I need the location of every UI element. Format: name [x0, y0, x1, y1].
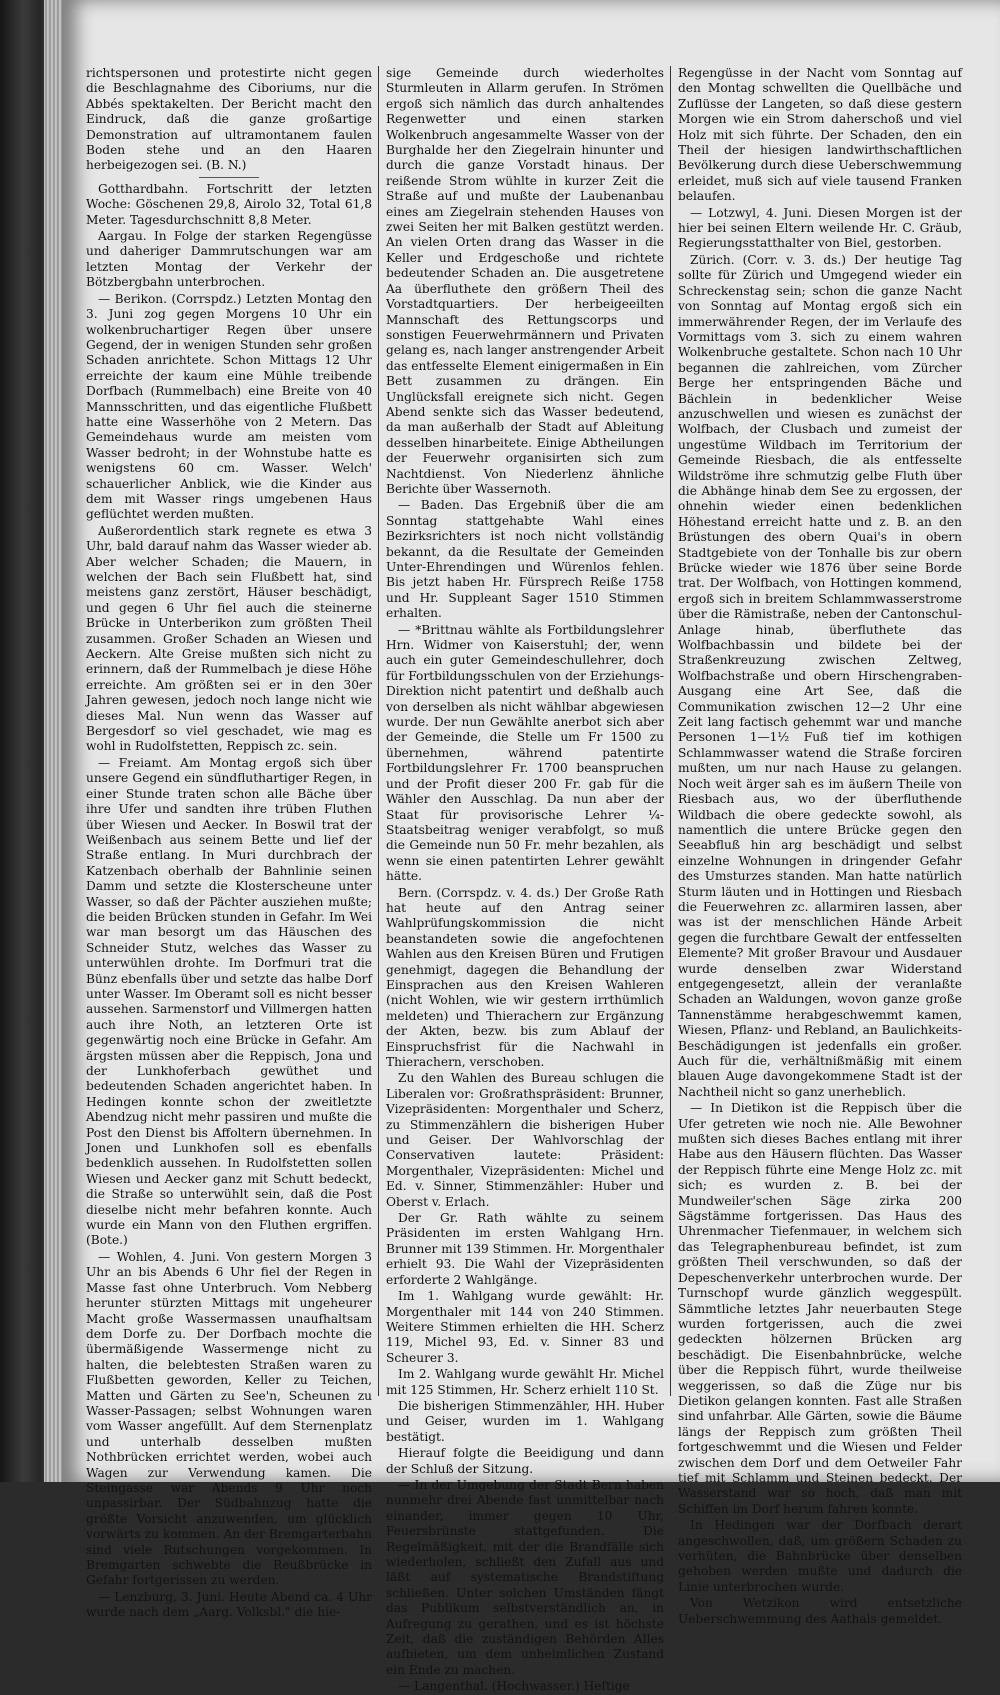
article-paragraph: Im 2. Wahlgang wurde gewählt Hr. Michel mit 125 Stimmen, Hr. Scherz erhielt 110 St. — [386, 1367, 664, 1397]
article-paragraph: — In der Umgebung der Stadt Bern haben nunmehr drei Abende fast unmittelbar nach einander, immer gegen 10 Uhr, Feuersbrünste stattgefunden. Die Regelmäßigkeit, mit der die Brandfälle sich wiederholen, schließt den Zufall aus und läßt auf systematische Brandstiftung schließen. Unter solchen Umständen fängt das Publikum selbstverständlich an, in Aufregung zu gerathen, und es ist höchste Zeit, daß die zuständigen Behörden Alles aufbieten, um dem unheimlichen Zustand ein Ende zu machen. — [386, 1477, 664, 1677]
article-paragraph: — Lenzburg, 3. Juni. Heute Abend ca. 4 Uhr wurde nach dem „Aarg. Volksbl." die hie- — [86, 1589, 372, 1620]
column-middle — [386, 66, 664, 1694]
article-paragraph: Gotthardbahn. Fortschritt der letzten Woche: Göschenen 29,8, Airolo 32, Total 61,8 Meter. Tagesdurchschnitt 8,8 Meter. — [86, 181, 372, 227]
article-paragraph: Von Wetzikon wird entsetzliche Ueberschwemmung des Aathals gemeldet. — [678, 1596, 962, 1626]
column-rule-2 — [670, 66, 671, 1396]
article-paragraph: — Berikon. (Corrspdz.) Letzten Montag den 3. Juni zog gegen Morgens 10 Uhr ein wolkenbruchartiger Regen über unsere Gegend, der in wenigen Stunden sehr großen Schaden anrichtete. Schon Mittags 12 Uhr erreichte der kaum eine Mühle treibende Dorfbach (Rummelbach) eine Breite von 40 Mannsschritten, und das eigentliche Flußbett hatte eine Wasserhöhe von 2 Metern. Das Gemeindehaus wurde am meisten vom Wasser bedroht; in der Wohnstube hatte es wenigstens 60 cm. Wasser. Welch' schauerlicher Anblick, wie die Kinder aus dem mit Wasser rings umgebenen Haus geflüchtet werden mußten. — [86, 291, 372, 522]
separator-line — [199, 177, 259, 178]
article-paragraph: Hierauf folgte die Beeidigung und dann der Schluß der Sitzung. — [386, 1446, 664, 1476]
article-paragraph: — *Brittnau wählte als Fortbildungslehrer Hrn. Widmer von Kaiserstuhl; der, wenn auch ein guter Gemeindeschullehrer, doch für Fortbildungsschulen von der Erziehungs-Direktion nicht patentirt und deßhalb auch von derselben als nicht wählbar abgewiesen wurde. Der nun Gewählte anerbot sich aber der Gemeinde, die Stelle um Fr 1500 zu übernehmen, während patentirte Fortbildungslehrer Fr. 1700 beanspruchen und der Profit dieser 200 Fr. gab für die Wähler den Ausschlag. Da nun aber der Staat für provisorische Lehrer ¼-Staatsbeitrag weniger verabfolgt, so muß die Gemeinde nun 50 Fr. mehr bezahlen, als wenn sie einen patentirten Lehrer gewählt hätte. — [386, 622, 664, 884]
article-paragraph: Regengüsse in der Nacht vom Sonntag auf den Montag schwellten die Quellbäche und Zuflüsse der Langeten, so daß diese gestern Morgen wie ein Strom daherschoß und viel Holz mit sich führte. Der Schaden, den ein Theil der hiesigen landwirthschaftlichen Bevölkerung durch diese Ueberschwemmung erleidet, muß sich auf viele tausend Franken belaufen. — [678, 66, 962, 204]
article-paragraph: — Wohlen, 4. Juni. Von gestern Morgen 3 Uhr an bis Abends 6 Uhr fiel der Regen in Masse fast ohne Unterbruch. Vom Nebberg herunter stürzten Mittags mit ungeheurer Macht große Wassermassen unaufhaltsam dem Dorfe zu. Der Dorfbach mochte die übermäßigende Wassermenge nicht zu halten, die belebtesten Straßen waren zu Flußbetten geworden, Keller zu Teichen, Matten und Gärten zu See'n, Scheunen zu Wasser-Passagen; selbst Wohnungen waren vom Wasser angefüllt. Auf dem Sternenplatz und unterhalb desselben mußten Nothbrücken errichtet werden, wobei auch Wagen zur Verwendung kamen. Die Steingasse war Abends 9 Uhr noch unpassirbar. Der Südbahnzug hatte die größte Vorsicht anzuwenden, um glücklich vorwärts zu kommen. An der Bremgarterbahn sind viele Rutschungen vorgekommen. In Bremgarten schwebte die Reußbrücke in Gefahr fortgerissen zu werden. — [86, 1249, 372, 1588]
article-paragraph: Aargau. In Folge der starken Regengüsse und daheriger Dammrutschungen war am letzten Montag der Verkehr der Bötzbergbahn unterbrochen. — [86, 229, 372, 290]
article-paragraph: sige Gemeinde durch wiederholtes Sturmleuten in Allarm gerufen. In Strömen ergoß sich nämlich das durch anhaltendes Regenwetter und einen starken Wolkenbruch angesammelte Wasser von der Burghalde her den Ziegelrain hinunter und durch die ganze Vorstadt hinaus. Der reißende Strom wühlte in kurzer Zeit die Straße auf und mußte der Laubenanbau eines am Ziegelrain stehenden Hauses von zwei Seiten her mit Balken gestützt werden. An vielen Orten drang das Wasser in die Keller und Erdgeschoße und richtete bedeutender Schaden an. Die ausgetretene Aa überfluthete den größern Theil des Vorstadtquartiers. Der herbeigeeilten Mannschaft des Rettungscorps und sonstigen Feuerwehrmännern und Privaten gelang es, nach langer anstrengender Arbeit das entfesselte Element einigermaßen in Ein Bett zusammen zu drängen. Ein Unglücksfall ereignete sich nicht. Gegen Abend senkte sich das Wasser bedeutend, da man außerhalb der Stadt auf Ableitung desselben hinarbeitete. Einige Abtheilungen der Feuerwehr organisirten sich zum Nachtdienst. Von Niederlenz ähnliche Berichte über Wassernoth. — [386, 66, 664, 496]
article-paragraph: Außerordentlich stark regnete es etwa 3 Uhr, bald darauf nahm das Wasser wieder ab. Aber welcher Schaden; die Mauern, in welchen der Bach sein Flußbett hat, sind meistens ganz zerstört, Häuser beschädigt, und gegen 6 Uhr fiel auch die steinerne Brücke in Unterberikon zum größten Theil zusammen. Großer Schaden an Wiesen und Aeckern. Alte Greise mußten sich nicht zu erinnern, daß der Rummelbach je diese Höhe erreichte. Am größten sei er in den 30er Jahren gewesen, jedoch noch lange nicht wie dieses Mal. Nun wenn das Wasser auf Bergesdorf so viel geschadet, wie mag es wohl in Rudolfstetten, Reppisch zc. sein. — [86, 523, 372, 754]
article-paragraph: Zu den Wahlen des Bureau schlugen die Liberalen vor: Großrathspräsident: Brunner, Vizepräsidenten: Morgenthaler und Scherz, zu Stimmenzählern die bisherigen Huber und Geiser. Der Wahlvorschlag der Conservativen lautete: Präsident: Morgenthaler, Vizepräsidenten: Michel und Ed. v. Sinner, Stimmenzähler: Huber und Oberst v. Erlach. — [386, 1071, 664, 1209]
article-paragraph: — Freiamt. Am Montag ergoß sich über unsere Gegend ein sündfluthartiger Regen, in einer Stunde traten schon alle Bäche über ihre Ufer und sandten ihre trüben Fluthen über Wiesen und Aecker. In Boswil trat der Weißenbach aus seinem Bette und lief der Straße entlang. In Muri durchbrach der Katzenbach oberhalb der Bahnlinie seinen Damm und setzte die Klosterscheune unter Wasser, so daß der Pächter ausziehen mußte; die beiden Brücken stunden in Gefahr. Im Wei war man besorgt um das Häuschen des Schneider Stutz, welches das Wasser zu unterwühlen drohte. Im Dorfmuri trat die Bünz ebenfalls über und setzte das halbe Dorf unter Wasser. Im Oberamt soll es nicht besser aussehen. Sarmenstorf und Villmergen hatten auch ihre Noth, an letzteren Orte ist gegenwärtig noch eine Brücke in Gefahr. Am ärgsten müssen aber die Reppisch, Jona und der Lunkhoferbach gewüthet und bedeutenden Schaden angerichtet haben. In Hedingen konnte schon der zweitletzte Abendzug nicht mehr passiren und mußte die Post den Dienst bis Affoltern übernehmen. In Jonen und Lunkhofen soll es ebenfalls bedenklich aussehen. In Rudolfstetten sollen Wiesen und Aecker ganz mit Schutt bedeckt, die Straße so unterwühlt sein, daß die Post dieselbe nicht mehr befahren konnte. Auch wurde ein Mann von den Fluthen ergriffen. (Bote.) — [86, 755, 372, 1248]
article-paragraph: richtspersonen und protestirte nicht gegen die Beschlagnahme des Ciboriums, nur die Abbés spektakelten. Der Bericht macht den Eindruck, daß die ganze großartige Demonstration auf ultramontanem faulen Boden stehe und an den Haaren herbeigezogen sei. (B. N.) — [86, 66, 372, 173]
article-paragraph: — Langenthal. (Hochwasser.) Heftige — [398, 1679, 630, 1694]
article-paragraph: — Baden. Das Ergebniß über die am Sonntag stattgehabte Wahl eines Bezirksrichters ist noch nicht vollständig bekannt, da die Resultate der Gemeinden Unter-Ehrendingen und Würenlos fehlen. Bis jetzt haben Hr. Fürsprech Reiße 1758 und Hr. Suppleant Sager 1510 Stimmen erhalten. — [386, 498, 664, 621]
column-rule-1 — [378, 66, 379, 1396]
column-left — [86, 66, 372, 1620]
article-paragraph: Die bisherigen Stimmenzähler, HH. Huber und Geiser, wurden im 1. Wahlgang bestätigt. — [386, 1398, 664, 1444]
article-paragraph: Zürich. (Corr. v. 3. ds.) Der heutige Tag sollte für Zürich und Umgegend wieder ein Schreckenstag sein; schon die ganze Nacht von Sonntag auf Montag ergoß sich ein immerwährender Regen, der im Verlaufe des Vormittags vom 3. sich zu einem wahren Wolkenbruche gestaltete. Schon nach 10 Uhr begannen die zahlreichen, vom Zürcher Berge her entspringenden Bäche und Bächlein in bedenklicher Weise anzuschwellen und wiesen es zunächst der Wolfbach, der Clusbach und zumeist der ungestüme Wildbach im Territorium der Gemeinde Riesbach, die als entfesselte Wildströme ihre schmutzig gelbe Fluth über die Abhänge hinab dem See zu ergossen, der ohnehin wieder einen bedenklichen Höhestand erreicht hatte und z. B. an den Brüstungen des obern Quai's in obern Stadtgebiete von der Tonhalle bis zur obern Brücke wieder wie 1876 über seine Borde trat. Der Wolfbach, von Hottingen kommend, ergoß sich in breitem Schlammwasserstrome über die Rämistraße, neben der Cantonschul-Anlage hinab, überfluthete das Wolfbachbassin und bildete bei der Straßenkreuzung zwischen Zeltweg, Wolfbachstraße und obern Hirschengraben-Ausgang eine Art See, daß die Communikation zwischen 12—2 Uhr eine Zeit lang factisch gehemmt war und manche Personen 1—1½ Fuß tief im kothigen Schlammwasser watend die Straße forciren mußten, um nur nach Hause zu gelangen. Noch weit ärger sah es im äußern Theile von Riesbach aus, wo der überfluthende Wildbach die obere gedeckte sowohl, als namentlich die untere Brücke gegen den Seeabfluß hin arg beschädigt und selbst einzelne Wohnungen in dringender Gefahr des Umsturzes standen. Man hatte natürlich Sturm läuten und in Hottingen und Riesbach die Feuerwehren zc. allarmiren lassen, aber was ist der menschlichen Hände Arbeit gegen die furchtbare Gewalt der entfesselten Elemente? Mit großer Bravour und Ausdauer wurde denselben zwar Widerstand entgegengesetzt, allein der veranlaßte Schaden an Waldungen, wovon ganze große Tannenstämme herabgeschwemmt kamen, Wiesen, Pflanz- und Rebland, an Baulichkeits-Beschädigungen ist jedenfalls ein großer. Auch für die, verhältnißmäßig mit einem blauen Auge davongekommene Stadt ist der Nachtheil nicht so ganz unerheblich. — [678, 252, 962, 1099]
article-paragraph: — Lotzwyl, 4. Juni. Diesen Morgen ist der hier bei seinen Eltern weilende Hr. C. Gräub, Regierungsstatthalter von Biel, gestorben. — [678, 205, 962, 251]
article-paragraph: Bern. (Corrspdz. v. 4. ds.) Der Große Rath hat heute auf den Antrag seiner Wahlprüfungskommission die nicht beanstandeten sowie die angefochtenen Wahlen aus den Kreisen Büren und Frutigen genehmigt, dagegen die Behandlung der Einsprachen aus den Kreisen Wahleren (nicht Wohlen, wie wir gestern irrthümlich meldeten) und Thierachern zur Ergänzung der Akten, bezw. bis zum Ablauf der Einspruchsfrist für die Nachwahl in Thierachern, verschoben. — [386, 885, 664, 1069]
article-paragraph: — In Dietikon ist die Reppisch über die Ufer getreten wie noch nie. Alle Bewohner mußten sich dieses Baches entlang mit ihrer Habe aus den Häusern flüchten. Das Wasser der Reppisch führte eine Menge Holz zc. mit sich; es wurden z. B. bei der Mundweiler'schen Säge zirka 200 Sägstämme fortgerissen. Das Haus des Uhrenmacher Tiefenmauer, in welchem sich das Telegraphenbureau befindet, ist zum größten Theil verschwunden, so daß der Depeschenverkehr unterbrochen wurde. Der Turnschopf wurde gänzlich weggespült. Sämmtliche letztes Jahr neuerbauten Stege wurden fortgerissen, auch die zwei gedeckten hölzernen Brücken arg beschädigt. Die Eisenbahnbrücke, welche über die Reppisch führt, wurde theilweise weggerissen, so daß die Züge nur bis Dietikon gelangen konnten. Fast alle Straßen sind unfahrbar. Alle Gärten, sowie die Bäume längs der Reppisch zum größten Theil fortgeschwemmt und die Wiesen und Felder zwischen dem Dorf und dem Oetweiler Fahr tief mit Schlamm und Steinen bedeckt. Der Wasserstand war so hoch, daß man mit Schiffen im Dorf herum fahren konnte. — [678, 1101, 962, 1516]
article-paragraph: In Hedingen war der Dorfbach derart angeschwollen, daß, um größern Schaden zu verhüten, die Bahnbrücke über denselben gehoben werden mußte und dadurch die Linie unterbrochen wurde. — [678, 1518, 962, 1594]
column-right — [678, 66, 962, 1626]
article-paragraph: Der Gr. Rath wählte zu seinem Präsidenten im ersten Wahlgang Hrn. Brunner mit 139 Stimmen. Hr. Morgenthaler erhielt 93. Die Wahl der Vizepräsidenten erforderte 2 Wahlgänge. — [386, 1211, 664, 1287]
article-paragraph: Im 1. Wahlgang wurde gewählt: Hr. Morgenthaler mit 144 von 240 Stimmen. Weitere Stimmen erhielten die HH. Scherz 119, Michel 93, Ed. v. Sinner 83 und Scheurer 3. — [386, 1289, 664, 1365]
